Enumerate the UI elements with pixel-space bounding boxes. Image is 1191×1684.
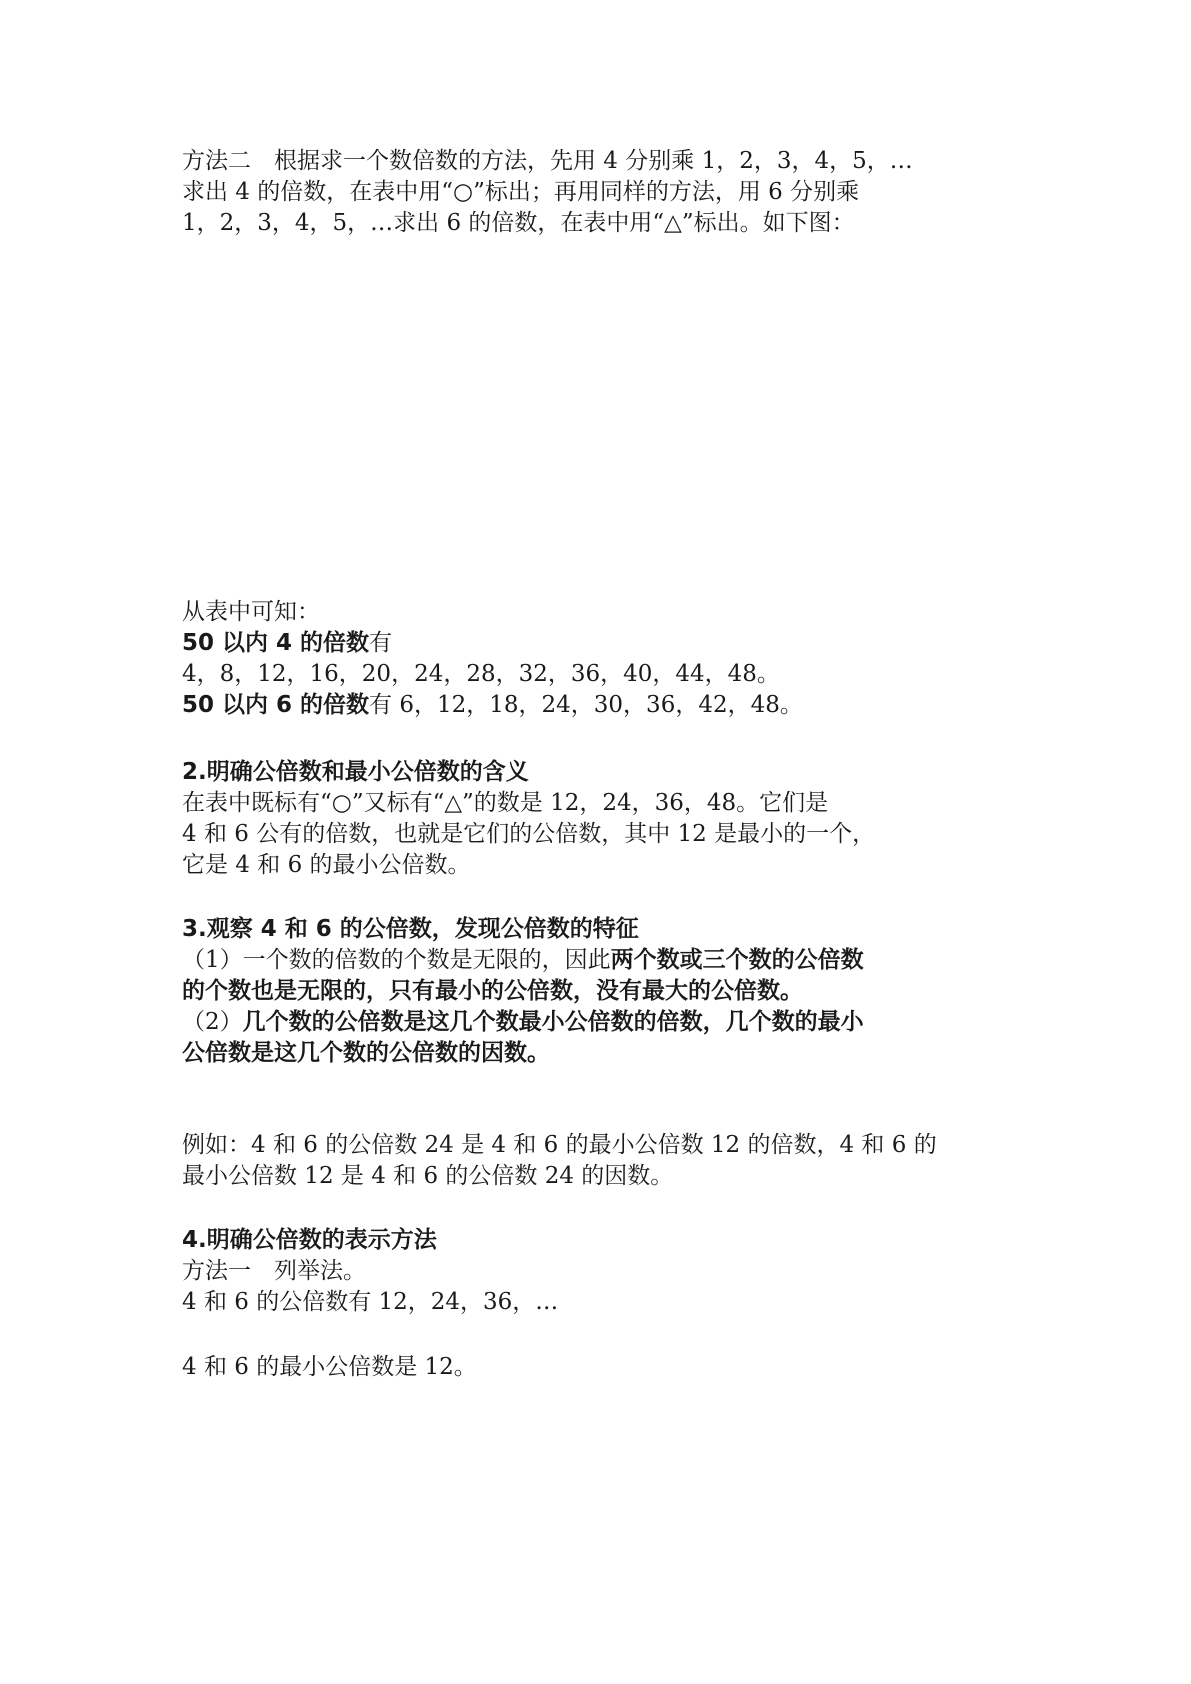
section-2-line-1: 在表中既标有“○”又标有“△”的数是 12，24，36，48。它们是 — [182, 790, 829, 816]
section-2-line-2: 4 和 6 公有的倍数，也就是它们的公倍数，其中 12 是最小的一个， — [182, 821, 876, 847]
feature-2-line-2: 公倍数是这几个数的公倍数的因数。 — [182, 1040, 550, 1066]
intro-line-3: 1，2，3，4，5，…求出 6 的倍数，在表中用“△”标出。如下图： — [182, 210, 855, 236]
feature-2-bold-a: 几个数的公倍数是这几个数最小公倍数的倍数，几个数的最小 — [242, 1009, 864, 1035]
multiples-of-4-bold: 50 以内 4 的倍数 — [182, 630, 370, 656]
section-4-heading: 4.明确公倍数的表示方法 — [182, 1227, 437, 1253]
multiples-of-6-line — [182, 690, 1012, 721]
intro-line-1: 方法二 根据求一个数倍数的方法，先用 4 分别乘 1，2，3，4，5，… — [182, 148, 913, 174]
from-table-text: 从表中可知： — [182, 599, 320, 625]
feature-1-line-2: 的个数也是无限的，只有最小的公倍数，没有最大的公倍数。 — [182, 978, 803, 1004]
multiples-of-6-bold: 50 以内 6 的倍数 — [182, 692, 370, 718]
multiples-of-4-suffix: 有 — [369, 630, 393, 656]
feature-2-prefix: （2） — [182, 1009, 243, 1035]
example-line-2: 最小公倍数 12 是 4 和 6 的公倍数 24 的因数。 — [182, 1163, 674, 1189]
multiples-of-6-values: 有 6，12，18，24，30，36，42，48。 — [369, 692, 803, 718]
multiples-of-4-values: 4，8，12，16，20，24，28，32，36，40，44，48。 — [182, 661, 780, 687]
feature-2-line-1 — [182, 1007, 1012, 1038]
method-1-label: 方法一 列举法。 — [182, 1258, 366, 1284]
least-common-multiple: 4 和 6 的最小公倍数是 12。 — [182, 1354, 477, 1380]
multiples-table-area — [182, 260, 1012, 590]
example-line-1: 例如：4 和 6 的公倍数 24 是 4 和 6 的最小公倍数 12 的倍数，4 和 6 的 — [182, 1132, 937, 1158]
feature-1-prefix: （1）一个数的倍数的个数是无限的，因此 — [182, 947, 611, 973]
feature-1-line-1 — [182, 945, 1012, 976]
section-2-line-3: 它是 4 和 6 的最小公倍数。 — [182, 852, 471, 878]
common-multiples-list: 4 和 6 的公倍数有 12，24，36，… — [182, 1289, 559, 1315]
multiples-of-4-heading — [182, 628, 1012, 659]
feature-1-bold-a: 两个数或三个数的公倍数 — [610, 947, 864, 973]
section-2-heading: 2.明确公倍数和最小公倍数的含义 — [182, 759, 529, 785]
intro-line-2: 求出 4 的倍数，在表中用“○”标出；再用同样的方法，用 6 分别乘 — [182, 179, 860, 205]
section-3-heading: 3.观察 4 和 6 的公倍数，发现公倍数的特征 — [182, 916, 639, 942]
